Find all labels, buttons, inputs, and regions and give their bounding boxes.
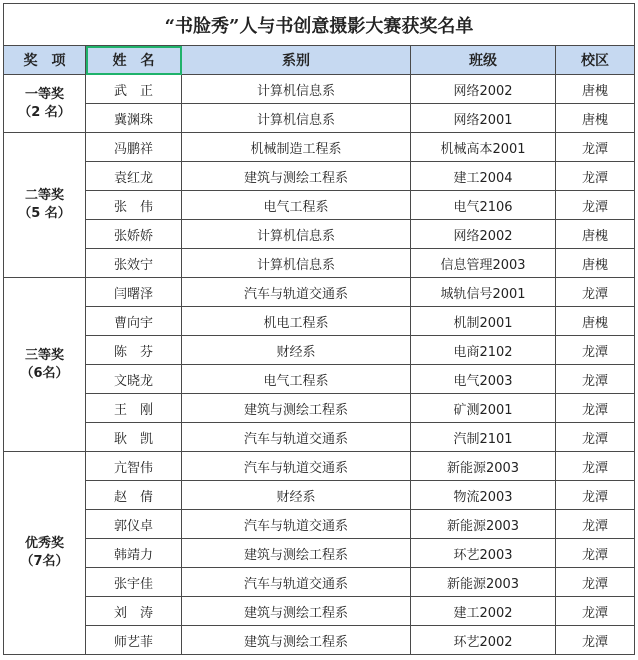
name-cell[interactable]: 郭仪卓 (86, 510, 182, 539)
campus-cell[interactable]: 龙潭 (556, 510, 635, 539)
table-row (4, 191, 635, 220)
table-row (4, 452, 635, 481)
dept-cell[interactable]: 建筑与测绘工程系 (182, 394, 411, 423)
dept-cell[interactable]: 电气工程系 (182, 191, 411, 220)
dept-cell[interactable]: 汽车与轨道交通系 (182, 452, 411, 481)
table-row (4, 539, 635, 568)
award-cell[interactable] (4, 452, 86, 655)
dept-cell[interactable]: 汽车与轨道交通系 (182, 568, 411, 597)
table-row (4, 104, 635, 133)
class-cell[interactable]: 物流2003 (411, 481, 556, 510)
table-row (4, 597, 635, 626)
table-row (4, 220, 635, 249)
award-sheet (3, 3, 634, 655)
name-cell[interactable]: 冀渊珠 (86, 104, 182, 133)
campus-cell[interactable]: 龙潭 (556, 133, 635, 162)
class-cell[interactable]: 城轨信号2001 (411, 278, 556, 307)
name-cell[interactable]: 冯鹏祥 (86, 133, 182, 162)
class-cell[interactable]: 环艺2002 (411, 626, 556, 655)
class-cell[interactable]: 电气2003 (411, 365, 556, 394)
class-cell[interactable]: 新能源2003 (411, 510, 556, 539)
table-row (4, 249, 635, 278)
campus-cell[interactable]: 龙潭 (556, 452, 635, 481)
award-level: 二等奖 (24, 188, 64, 203)
name-cell[interactable]: 曹向宇 (86, 307, 182, 336)
campus-cell[interactable]: 龙潭 (556, 626, 635, 655)
campus-cell[interactable]: 唐槐 (556, 220, 635, 249)
table-row (4, 162, 635, 191)
table-row (4, 365, 635, 394)
dept-cell[interactable]: 计算机信息系 (182, 220, 411, 249)
dept-cell[interactable]: 机电工程系 (182, 307, 411, 336)
table-row (4, 568, 635, 597)
award-count: （5 名） (18, 206, 71, 221)
table-body (4, 75, 635, 655)
name-cell[interactable]: 亢智伟 (86, 452, 182, 481)
campus-cell[interactable]: 龙潭 (556, 278, 635, 307)
table-row (4, 307, 635, 336)
name-cell[interactable]: 张 伟 (86, 191, 182, 220)
header-row (4, 46, 635, 75)
name-cell[interactable]: 闫曙泽 (86, 278, 182, 307)
table-row (4, 394, 635, 423)
award-cell[interactable] (4, 75, 86, 133)
class-cell[interactable]: 网络2002 (411, 220, 556, 249)
award-table (3, 3, 635, 655)
name-cell[interactable]: 武 正 (86, 75, 182, 104)
header-name[interactable]: 姓 名 (86, 46, 182, 75)
dept-cell[interactable]: 汽车与轨道交通系 (182, 423, 411, 452)
title-row (4, 4, 635, 46)
name-cell[interactable]: 张宇佳 (86, 568, 182, 597)
dept-cell[interactable]: 计算机信息系 (182, 75, 411, 104)
campus-cell[interactable]: 龙潭 (556, 191, 635, 220)
campus-cell[interactable]: 龙潭 (556, 162, 635, 191)
award-count: （7名） (20, 554, 69, 569)
name-cell[interactable]: 王 刚 (86, 394, 182, 423)
name-cell[interactable]: 师艺菲 (86, 626, 182, 655)
campus-cell[interactable]: 龙潭 (556, 481, 635, 510)
table-row (4, 278, 635, 307)
award-level: 一等奖 (24, 86, 64, 102)
class-cell[interactable]: 机制2001 (411, 307, 556, 336)
class-cell[interactable]: 汽制2101 (411, 423, 556, 452)
table-row (4, 510, 635, 539)
name-cell[interactable]: 文晓龙 (86, 365, 182, 394)
campus-cell[interactable]: 龙潭 (556, 394, 635, 423)
award-count: （6名） (20, 365, 69, 381)
table-row (4, 336, 635, 365)
campus-cell[interactable]: 唐槐 (556, 249, 635, 278)
header-class[interactable]: 班级 (411, 46, 556, 75)
name-cell[interactable]: 张娇娇 (86, 220, 182, 249)
class-cell[interactable]: 电商2102 (411, 336, 556, 365)
dept-cell[interactable]: 汽车与轨道交通系 (182, 510, 411, 539)
campus-cell[interactable]: 龙潭 (556, 597, 635, 626)
header-campus[interactable]: 校区 (556, 46, 635, 75)
campus-cell[interactable]: 龙潭 (556, 539, 635, 568)
campus-cell[interactable]: 唐槐 (556, 75, 635, 104)
header-dept[interactable]: 系别 (182, 46, 411, 75)
class-cell[interactable]: 环艺2003 (411, 539, 556, 568)
dept-cell[interactable]: 建筑与测绘工程系 (182, 597, 411, 626)
class-cell[interactable]: 机械高本2001 (411, 133, 556, 162)
dept-cell[interactable]: 计算机信息系 (182, 104, 411, 133)
award-level: 三等奖 (24, 347, 64, 363)
table-row (4, 133, 635, 162)
name-cell[interactable]: 韩靖力 (86, 539, 182, 568)
table-row (4, 481, 635, 510)
campus-cell[interactable]: 唐槐 (556, 104, 635, 133)
campus-cell[interactable]: 唐槐 (556, 307, 635, 336)
class-cell[interactable]: 新能源2003 (411, 452, 556, 481)
dept-cell[interactable]: 建筑与测绘工程系 (182, 539, 411, 568)
table-row (4, 626, 635, 655)
campus-cell[interactable]: 龙潭 (556, 568, 635, 597)
name-cell[interactable]: 刘 涛 (86, 597, 182, 626)
campus-cell[interactable]: 龙潭 (556, 423, 635, 452)
award-cell[interactable] (4, 278, 86, 452)
dept-cell[interactable]: 财经系 (182, 336, 411, 365)
name-cell[interactable]: 袁红龙 (86, 162, 182, 191)
table-row (4, 423, 635, 452)
sheet-title[interactable]: “书脸秀”人与书创意摄影大赛获奖名单 (4, 4, 635, 46)
award-level: 优秀奖 (24, 536, 64, 551)
class-cell[interactable]: 新能源2003 (411, 568, 556, 597)
dept-cell[interactable]: 机械制造工程系 (182, 133, 411, 162)
class-cell[interactable]: 网络2001 (411, 104, 556, 133)
dept-cell[interactable]: 建筑与测绘工程系 (182, 162, 411, 191)
class-cell[interactable]: 矿测2001 (411, 394, 556, 423)
dept-cell[interactable]: 财经系 (182, 481, 411, 510)
table-row (4, 75, 635, 104)
award-count: （2 名） (18, 104, 71, 120)
award-cell[interactable] (4, 133, 86, 278)
campus-cell[interactable]: 龙潭 (556, 365, 635, 394)
campus-cell[interactable]: 龙潭 (556, 336, 635, 365)
dept-cell[interactable]: 电气工程系 (182, 365, 411, 394)
class-cell[interactable]: 建工2002 (411, 597, 556, 626)
name-cell[interactable]: 赵 倩 (86, 481, 182, 510)
class-cell[interactable]: 建工2004 (411, 162, 556, 191)
name-cell[interactable]: 张效宁 (86, 249, 182, 278)
class-cell[interactable]: 信息管理2003 (411, 249, 556, 278)
dept-cell[interactable]: 汽车与轨道交通系 (182, 278, 411, 307)
header-award[interactable]: 奖 项 (4, 46, 86, 75)
dept-cell[interactable]: 建筑与测绘工程系 (182, 626, 411, 655)
class-cell[interactable]: 网络2002 (411, 75, 556, 104)
class-cell[interactable]: 电气2106 (411, 191, 556, 220)
dept-cell[interactable]: 计算机信息系 (182, 249, 411, 278)
name-cell[interactable]: 耿 凯 (86, 423, 182, 452)
name-cell[interactable]: 陈 芬 (86, 336, 182, 365)
